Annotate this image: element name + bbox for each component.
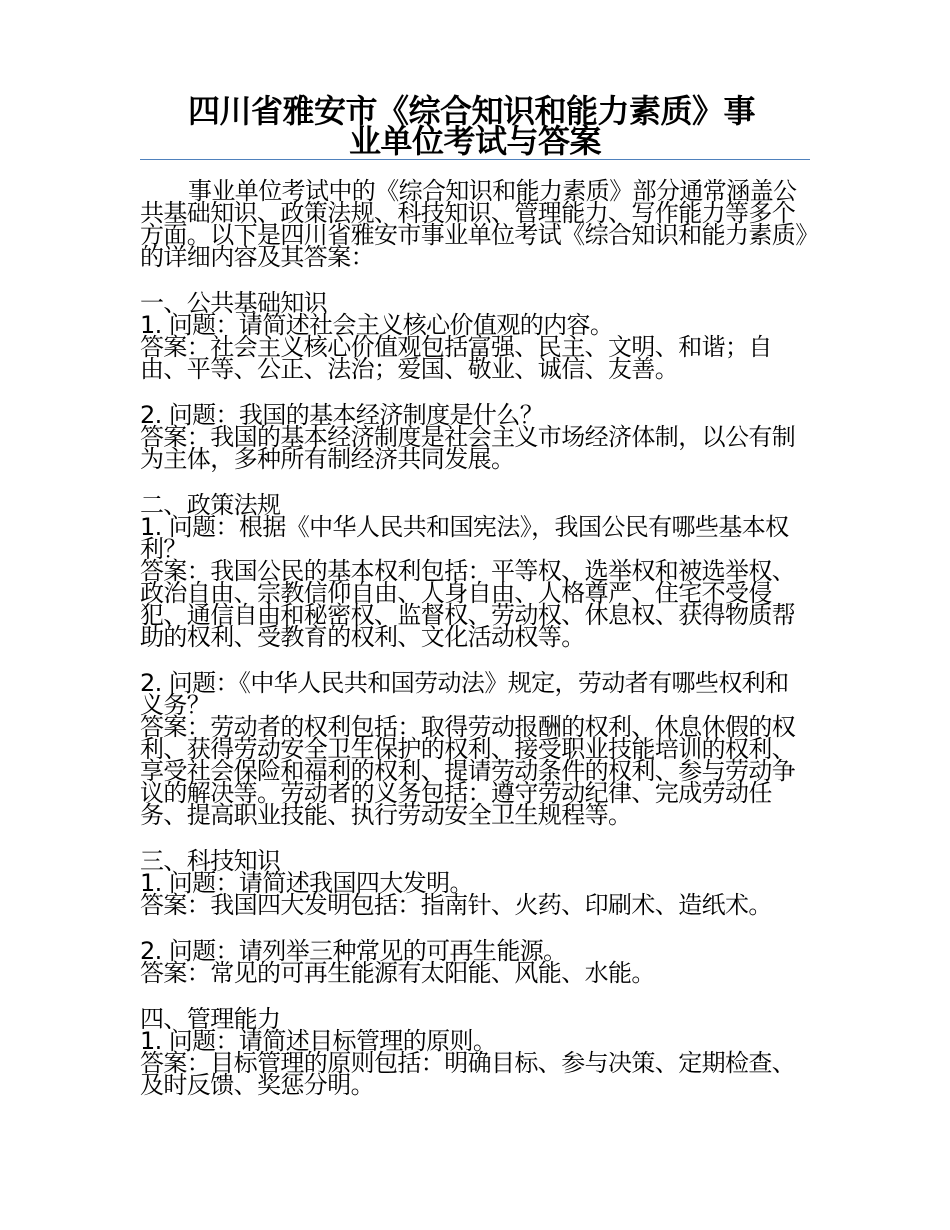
section-public-knowledge	[140, 289, 810, 473]
question: 2. 问题：请列举三种常见的可再生能源。	[140, 937, 567, 965]
question: 1. 问题：请简述我国四大发明。	[140, 869, 473, 897]
section-science-tech	[140, 847, 810, 987]
title-underline	[140, 159, 810, 160]
document-body	[140, 177, 810, 1099]
title-block	[140, 92, 810, 160]
answer: 答案：社会主义核心价值观包括富强、民主、文明、和谐；自由、平等、公正、法治；爱国、敬业、诚信、友善。	[140, 333, 772, 383]
section-management	[140, 1005, 810, 1099]
answer: 答案：我国四大发明包括：指南针、火药、印刷术、造纸术。	[140, 891, 772, 919]
section-heading: 二、政策法规	[140, 491, 281, 519]
section-heading: 三、科技知识	[140, 847, 281, 875]
answer: 答案：劳动者的权利包括：取得劳动报酬的权利、休息休假的权利、获得劳动安全卫生保护的权利、接受职业技能培训的权利、享受社会保险和福利的权利、提请劳动条件的权利、参与劳动争议的解决等。劳动者的义务包括：遵守劳动纪律、完成劳动任务、提高职业技能、执行劳动安全卫生规程等。	[140, 713, 796, 829]
question: 2. 问题：我国的基本经济制度是什么？	[140, 401, 544, 429]
title-line-1: 四川省雅安市《综合知识和能力素质》事	[188, 92, 756, 130]
section-heading: 四、管理能力	[140, 1005, 281, 1033]
question: 1. 问题：请简述社会主义核心价值观的内容。	[140, 311, 614, 339]
question: 1. 问题：根据《中华人民共和国宪法》，我国公民有哪些基本权利？	[140, 513, 789, 563]
title-line-2: 业单位考试与答案	[348, 122, 601, 160]
section-heading: 一、公共基础知识	[140, 289, 328, 317]
intro-paragraph: 事业单位考试中的《综合知识和能力素质》部分通常涵盖公共基础知识、政策法规、科技知识、管理能力、写作能力等多个方面。以下是四川省雅安市事业单位考试《综合知识和能力素质》的详细内容及其答案：	[140, 177, 807, 271]
answer: 答案：我国的基本经济制度是社会主义市场经济体制，以公有制为主体，多种所有制经济共同发展。	[140, 423, 796, 473]
question: 2. 问题：《中华人民共和国劳动法》规定，劳动者有哪些权利和义务？	[140, 669, 789, 719]
answer: 答案：我国公民的基本权利包括：平等权、选举权和被选举权、政治自由、宗教信仰自由、人身自由、人格尊严、住宅不受侵犯、通信自由和秘密权、监督权、劳动权、休息权、获得物质帮助的权利、受教育的权利、文化活动权等。	[140, 557, 796, 651]
question: 1. 问题：请简述目标管理的原则。	[140, 1027, 497, 1055]
answer: 答案：目标管理的原则包括：明确目标、参与决策、定期检查、及时反馈、奖惩分明。	[140, 1049, 796, 1099]
page-title	[140, 92, 810, 160]
answer: 答案：常见的可再生能源有太阳能、风能、水能。	[140, 959, 655, 987]
section-policy-law	[140, 491, 810, 829]
